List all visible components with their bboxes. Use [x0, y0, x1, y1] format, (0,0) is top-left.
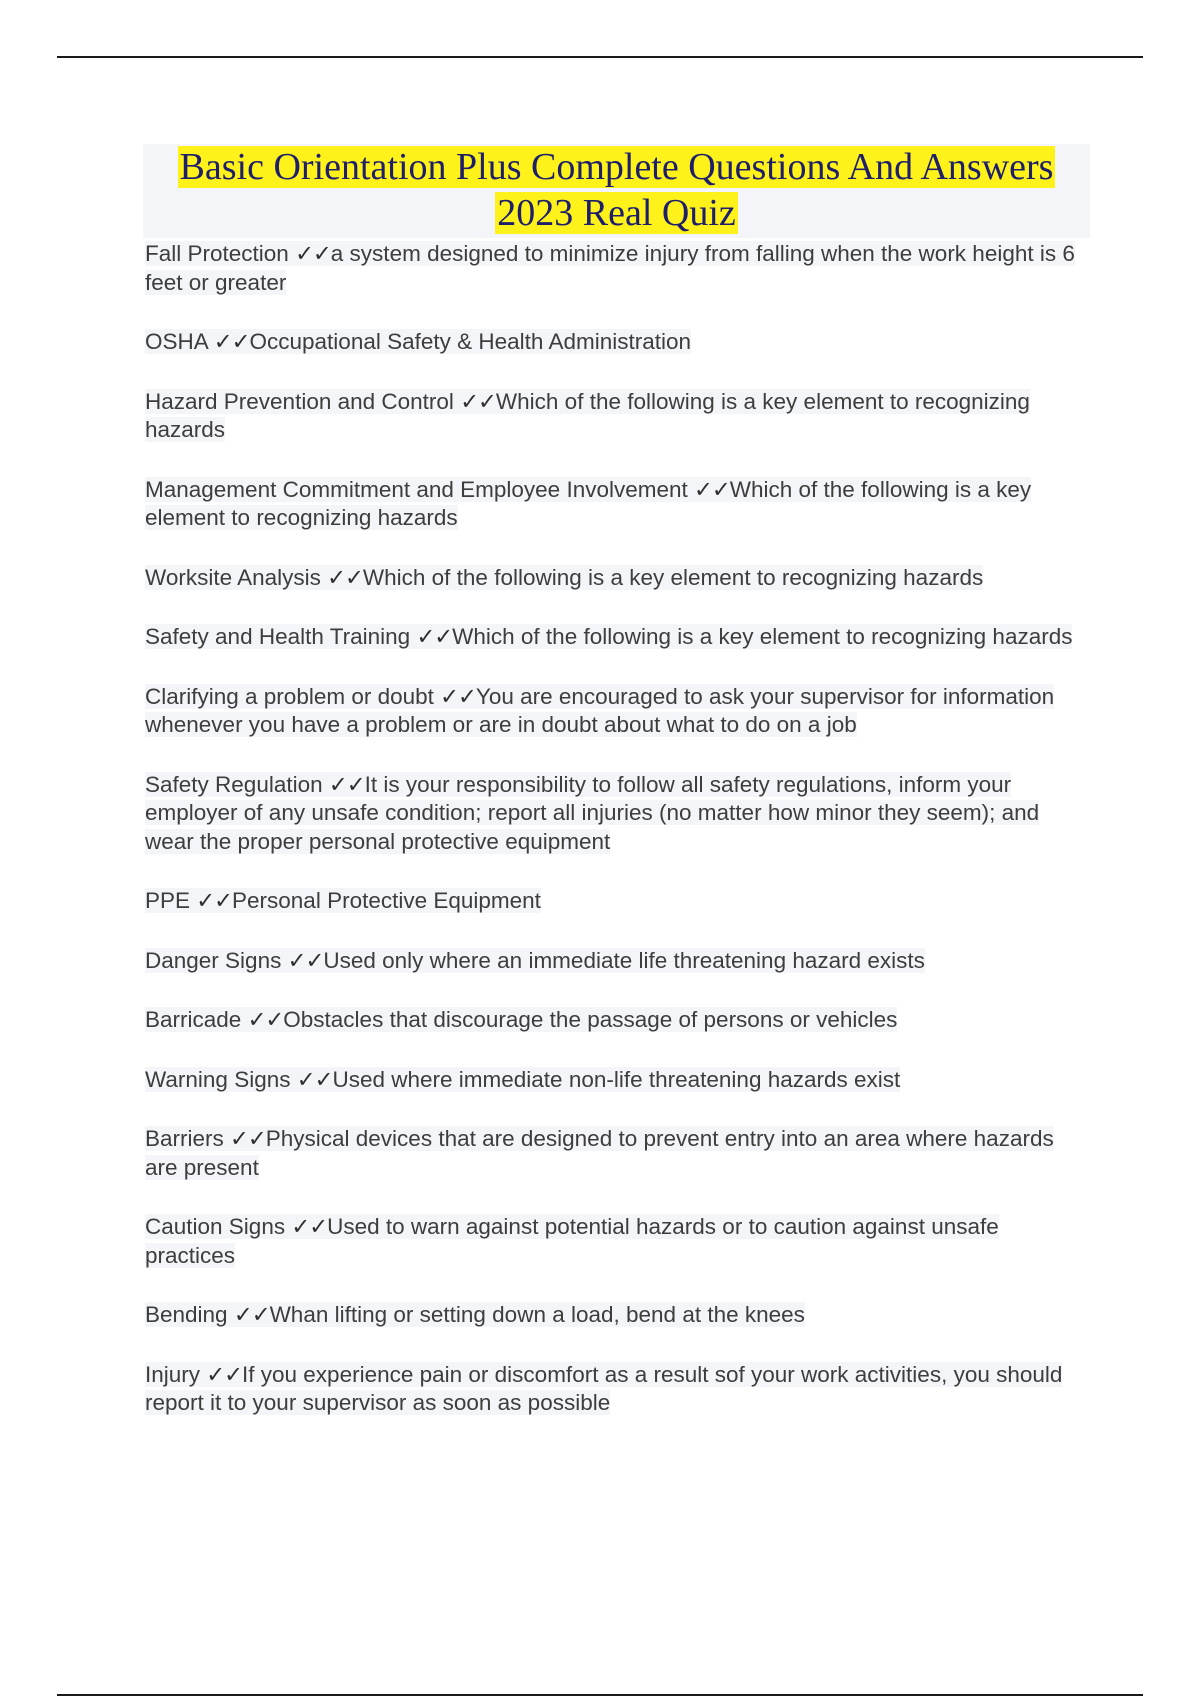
check-mark-icon: ✓✓ — [327, 564, 363, 590]
qa-entry — [145, 240, 1090, 297]
qa-entry — [145, 1066, 1090, 1095]
qa-entry — [145, 328, 1090, 357]
qa-entry — [145, 623, 1090, 652]
qa-definition: Used where immediate non-life threatening hazards exist — [332, 1066, 901, 1092]
qa-definition: Which of the following is a key element to recognizing hazards — [452, 624, 1073, 649]
check-mark-icon: ✓✓ — [296, 1066, 333, 1092]
qa-entry — [145, 1006, 1090, 1035]
document-title — [143, 144, 1090, 238]
qa-entry — [145, 1301, 1090, 1330]
qa-term: Fall Protection — [145, 241, 289, 266]
qa-term: OSHA — [145, 329, 208, 354]
qa-term: Safety Regulation — [145, 771, 323, 797]
qa-term: Danger Signs — [145, 947, 282, 973]
qa-list — [145, 240, 1090, 1449]
qa-term: Worksite Analysis — [145, 564, 321, 590]
bottom-divider — [57, 1694, 1143, 1696]
qa-definition: Which of the following is a key element to recognizing hazards — [362, 564, 984, 590]
check-mark-icon: ✓✓ — [328, 771, 365, 797]
check-mark-icon: ✓✓ — [287, 947, 324, 973]
check-mark-icon: ✓✓ — [247, 1007, 284, 1032]
title-line-1: Basic Orientation Plus Complete Questions And Answers — [179, 146, 1054, 188]
qa-definition: Used to warn against potential hazards or to caution against unsafe practices — [145, 1214, 999, 1268]
qa-term: Bending — [145, 1302, 228, 1327]
qa-entry — [145, 564, 1090, 593]
title-line-2: 2023 Real Quiz — [497, 192, 736, 234]
qa-term: Injury — [145, 1361, 201, 1387]
qa-definition: Obstacles that discourage the passage of persons or vehicles — [283, 1007, 898, 1032]
check-mark-icon: ✓✓ — [295, 241, 331, 266]
qa-entry — [145, 887, 1090, 916]
qa-entry — [145, 388, 1090, 445]
qa-definition: Used only where an immediate life threatening hazard exists — [323, 947, 925, 973]
qa-definition: Which of the following is a key element to recognizing hazards — [145, 476, 1032, 530]
check-mark-icon: ✓✓ — [291, 1214, 328, 1239]
qa-definition: If you experience pain or discomfort as a result sof your work activities, you should report it to your supervisor as soon as possible — [145, 1361, 1063, 1415]
qa-entry — [145, 771, 1090, 857]
qa-definition: Whan lifting or setting down a load, bend at the knees — [269, 1302, 805, 1327]
qa-entry — [145, 476, 1090, 533]
check-mark-icon: ✓✓ — [206, 1361, 243, 1387]
qa-term: Clarifying a problem or doubt — [145, 683, 434, 709]
qa-definition: Physical devices that are designed to prevent entry into an area where hazards are present — [145, 1126, 1054, 1180]
qa-entry — [145, 1361, 1090, 1418]
qa-entry — [145, 1125, 1090, 1182]
check-mark-icon: ✓✓ — [230, 1126, 266, 1151]
check-mark-icon: ✓✓ — [694, 476, 730, 502]
qa-definition: You are encouraged to ask your supervisor for information whenever you have a problem or are in doubt about what to do on a job — [145, 683, 1055, 737]
qa-entry — [145, 947, 1090, 976]
check-mark-icon: ✓✓ — [416, 624, 453, 649]
qa-term: Barricade — [145, 1007, 242, 1032]
qa-entry — [145, 683, 1090, 740]
qa-term: Caution Signs — [145, 1214, 286, 1239]
qa-term: Management Commitment and Employee Involvement — [145, 476, 688, 502]
qa-definition: a system designed to minimize injury from falling when the work height is 6 feet or greater — [145, 241, 1075, 295]
qa-definition: Occupational Safety & Health Administration — [249, 329, 692, 354]
qa-definition: Which of the following is a key element to recognizing hazards — [145, 388, 1030, 442]
check-mark-icon: ✓✓ — [233, 1302, 270, 1327]
check-mark-icon: ✓✓ — [196, 888, 233, 913]
qa-definition: Personal Protective Equipment — [232, 888, 541, 913]
qa-term: Hazard Prevention and Control — [145, 388, 454, 414]
qa-term: PPE — [145, 888, 191, 913]
check-mark-icon: ✓✓ — [440, 683, 476, 709]
qa-term: Warning Signs — [145, 1066, 291, 1092]
check-mark-icon: ✓✓ — [460, 388, 496, 414]
top-divider — [57, 56, 1143, 58]
check-mark-icon: ✓✓ — [213, 329, 250, 354]
qa-entry — [145, 1213, 1090, 1270]
qa-term: Safety and Health Training — [145, 624, 411, 649]
qa-definition: It is your responsibility to follow all safety regulations, inform your employer of any unsafe condition; report all injuries (no matter how minor they seem); and wear the proper personal protective equipment — [145, 771, 1040, 854]
qa-term: Barriers — [145, 1126, 224, 1151]
